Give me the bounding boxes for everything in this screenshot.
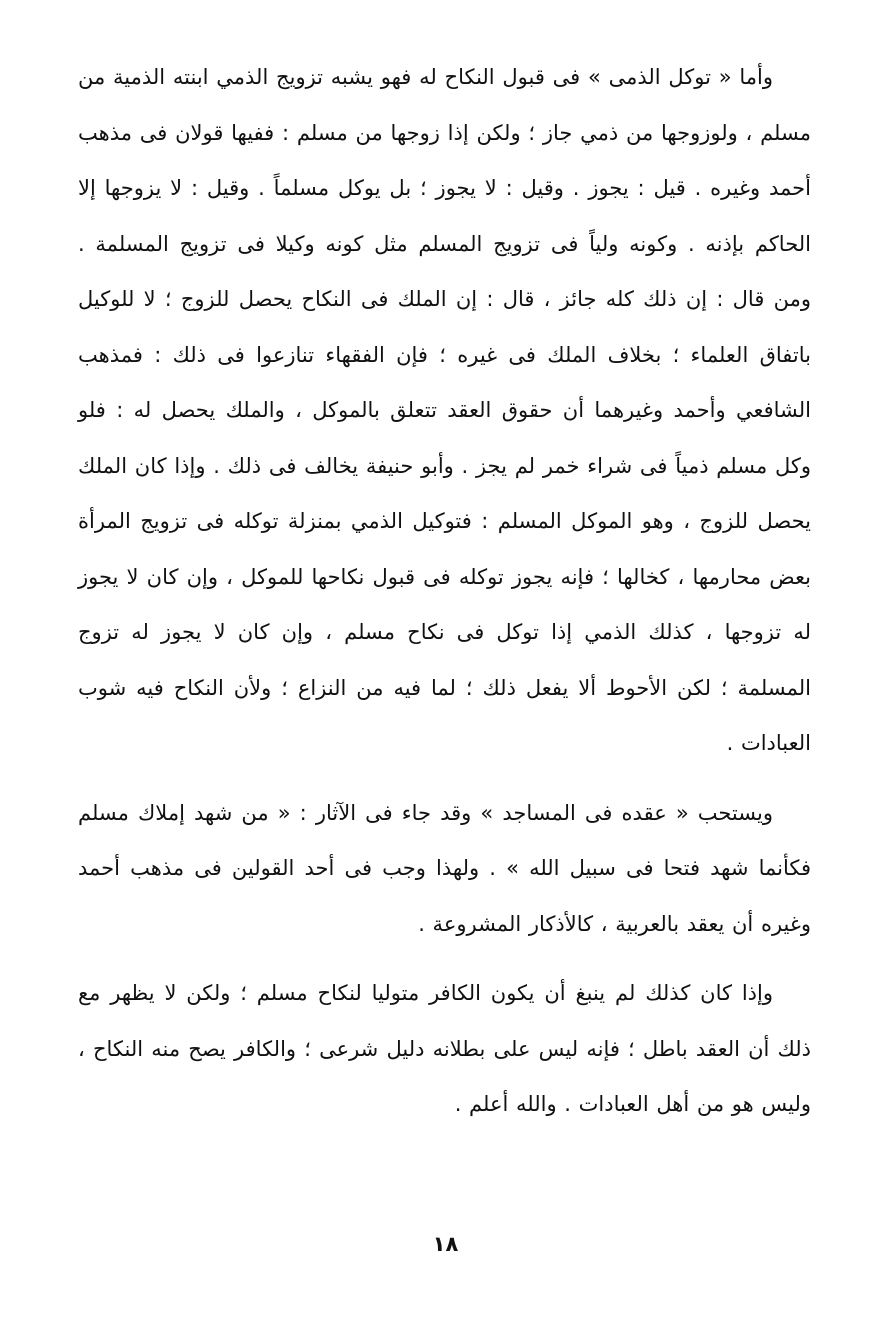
paragraph-al-kafir-mutawalli: وإذا كان كذلك لم ينبغ أن يكون الكافر متوليا لنكاح مسلم ؛ ولكن لا يظهر مع ذلك أن العقد باطل ؛ فإنه ليس على بطلانه دليل شرعى ؛ والكافر يصح منه النكاح ، وليس هو من أهل العبادات . والله أعلم . [78, 981, 811, 1116]
paragraph-aqd-fi-al-masajid: ويستحب « عقده فى المساجد » وقد جاء فى الآثار : « من شهد إملاك مسلم فكأنما شهد فتحا فى سبيل الله » . ولهذا وجب فى أحد القولين فى مذهب أحمد وغيره أن يعقد بالعربية ، كالأذكار المشروعة . [78, 800, 811, 936]
body-text [78, 50, 811, 1133]
page-number: ١٨ [432, 1232, 459, 1256]
paragraph-tawkil-al-dhimmi: وأما « توكل الذمى » فى قبول النكاح له فهو يشبه تزويج الذمي ابنته الذمية من مسلم ، ولوزوجها من ذمي جاز ؛ ولكن إذا زوجها من مسلم : ففيها قولان فى مذهب أحمد وغيره . قيل : يجوز . وقيل : لا يجوز ؛ بل يوكل مسلماً . وقيل : لا يزوجها إلا الحاكم بإذنه . وكونه ولياً فى تزويج المسلم مثل كونه وكيلا فى تزويج المسلمة . ومن قال : إن ذلك كله جائز ، قال : إن الملك فى النكاح يحصل للزوج ؛ لا للوكيل باتفاق العلماء ؛ بخلاف الملك فى غيره ؛ فإن الفقهاء تنازعوا فى ذلك : فمذهب الشافعي وأحمد وغيرهما أن حقوق العقد تتعلق بالموكل ، والملك يحصل له : فلو وكل مسلم ذمياً فى شراء خمر لم يجز . وأبو حنيفة يخالف فى ذلك . وإذا كان الملك يحصل للزوج ، وهو الموكل المسلم : فتوكيل الذمي بمنزلة توكله فى تزويج المرأة بعض محارمها ، كخالها ؛ فإنه يجوز توكله فى قبول نكاحها للموكل ، وإن كان لا يجوز له تزوجها ، كذلك الذمي إذا توكل فى نكاح مسلم ، وإن كان لا يجوز له تزوج المسلمة ؛ لكن الأحوط ألا يفعل ذلك ؛ لما فيه من النزاع ؛ ولأن النكاح فيه شوب العبادات . [78, 65, 811, 755]
